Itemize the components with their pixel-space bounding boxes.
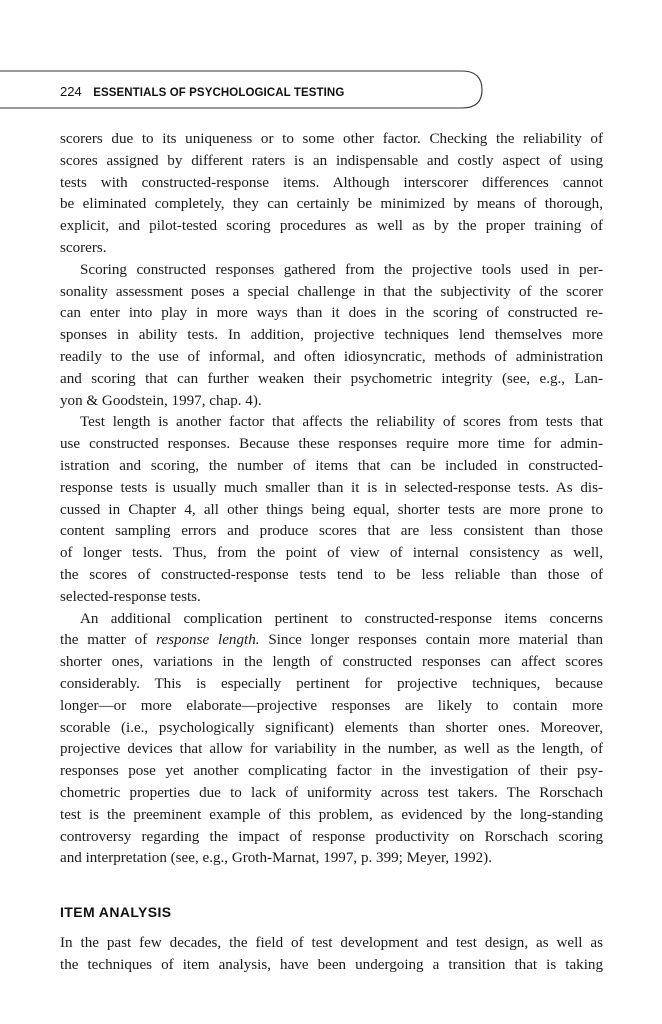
text-line: scorers due to its uniqueness or to some other factor. Checking the reliability of [60, 131, 603, 147]
text-line: An additional complication pertinent to constructed-response items concerns [80, 610, 603, 627]
text-line: and interpretation (see, e.g., Groth-Marnat, 1997, p. 399; Meyer, 1992). [60, 850, 492, 867]
text-run: Since longer responses contain more material than [259, 632, 603, 649]
text-line: Test length is another factor that affects the reliability of scores from tests that [80, 414, 603, 431]
text-line: test is the preeminent example of this problem, as evidenced by the long-standing [60, 806, 603, 823]
text-line: yon & Goodstein, 1997, chap. 4). [60, 392, 262, 409]
text-line: sonality assessment poses a special challenge in that the subjectivity of the scorer [60, 283, 603, 300]
text-line: sponses in ability tests. In addition, projective techniques lend themselves more [60, 327, 603, 344]
text-line: shorter ones, variations in the length of constructed responses can affect scores [60, 654, 603, 671]
text-line: controversy regarding the impact of response productivity on Rorschach scoring [60, 828, 603, 845]
text-line: explicit, and pilot-tested scoring procedures as well as by the proper training of [60, 218, 603, 235]
text-line: projective devices that allow for variability in the number, as well as the length, of [60, 741, 603, 758]
text-line: scorable (i.e., psychologically significant) elements than shorter ones. Moreover, [60, 719, 603, 736]
text-run: the matter of [60, 632, 157, 649]
text-line: response tests is usually much smaller than it is in selected-response tests. As dis- [60, 479, 603, 496]
running-header [60, 84, 344, 99]
text-line: responses pose yet another complicating factor in the investigation of their psy- [60, 763, 603, 780]
italic-term: response length. [156, 632, 260, 649]
section-body-text [60, 933, 603, 977]
text-line: scores assigned by different raters is an indispensable and costly aspect of using [60, 152, 603, 169]
text-line: Scoring constructed responses gathered from the projective tools used in per- [80, 261, 603, 278]
text-line: content sampling errors and produce scores that are less consistent than those [60, 523, 603, 540]
running-title: ESSENTIALS OF PSYCHOLOGICAL TESTING [93, 87, 345, 99]
text-line: cussed in Chapter 4, all other things being equal, shorter tests are more prone to [60, 501, 603, 518]
text-line: scorers. [60, 239, 107, 256]
text-line: chometric properties due to lack of uniformity across test takers. The Rorschach [60, 784, 603, 801]
section-heading: ITEM ANALYSIS [60, 904, 172, 920]
text-line: can enter into play in more ways than it does in the scoring of constructed re- [60, 305, 603, 322]
page-number: 224 [60, 84, 82, 99]
text-line: In the past few decades, the field of test development and test design, as well as [60, 935, 603, 951]
text-line: considerably. This is especially pertinent for projective techniques, because [60, 675, 603, 692]
text-line: readily to the use of informal, and often idiosyncratic, methods of administration [60, 348, 603, 365]
text-line: of longer tests. Thus, from the point of view of internal consistency as well, [60, 545, 603, 562]
text-line: be eliminated completely, they can certainly be minimized by means of thorough, [60, 196, 603, 213]
text-line: istration and scoring, the number of items that can be included in constructed- [60, 457, 603, 474]
text-line: the techniques of item analysis, have been undergoing a transition that is taking [60, 956, 603, 973]
text-line [60, 630, 603, 652]
text-line: selected-response tests. [60, 588, 201, 605]
text-line: and scoring that can further weaken their psychometric integrity (see, e.g., Lan- [60, 370, 603, 387]
text-line: the scores of constructed-response tests tend to be less reliable than those of [60, 566, 603, 583]
body-text [60, 129, 603, 870]
text-line: tests with constructed-response items. Although interscorer differences cannot [60, 174, 603, 191]
text-line: longer—or more elaborate—projective responses are likely to contain more [60, 697, 603, 714]
text-line: use constructed responses. Because these responses require more time for admin- [60, 436, 603, 453]
